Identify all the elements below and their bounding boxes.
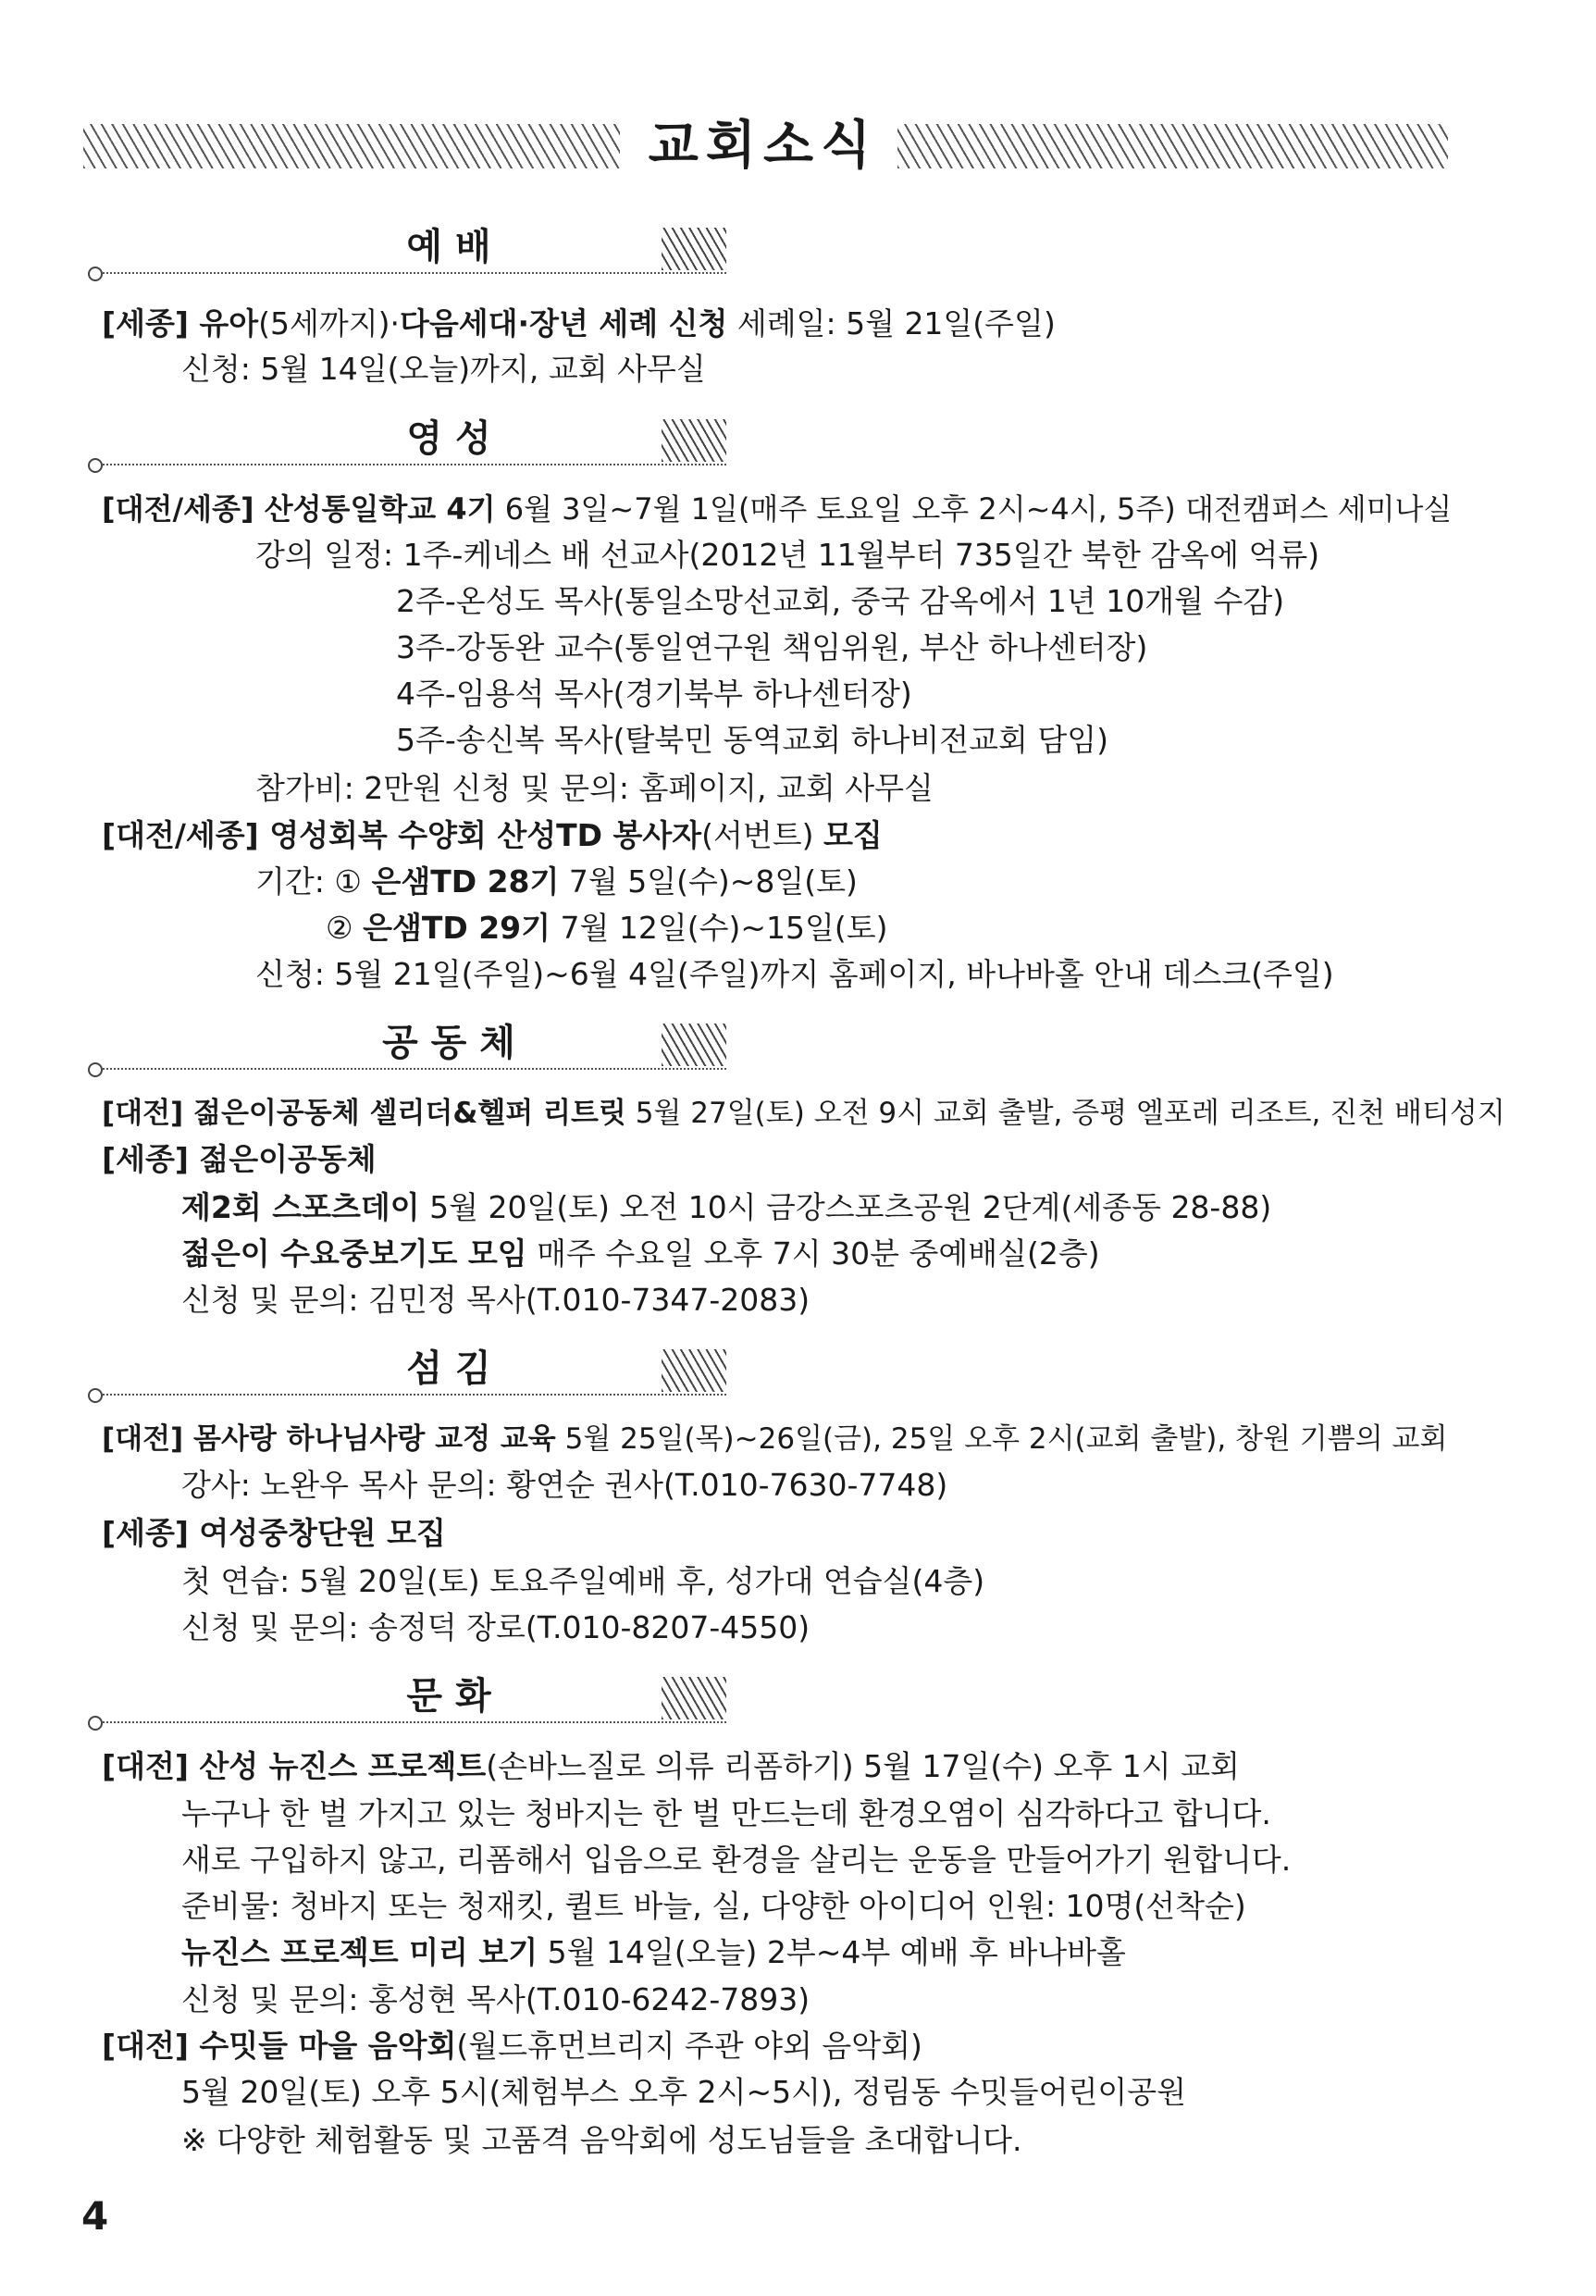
decorative-hatch <box>662 228 726 270</box>
notice-detail: 첫 연습: 5월 20일(토) 토요주일예배 후, 성가대 연습실(4층) <box>181 1563 985 1599</box>
decorative-hatch-right <box>897 124 1448 168</box>
notice-detail: 5주-송신복 목사(탈북민 동역교회 하나비전교회 담임) <box>396 722 1109 758</box>
section-header-service <box>88 1344 726 1409</box>
notice-item: [대전/세종] 산성통일학교 4기 6월 3일~7월 1일(매주 토요일 오후 2시~4시, 5주) 대전캠퍼스 세미나실 <box>102 491 1453 527</box>
notice-detail: 신청: 5월 21일(주일)~6월 4일(주일)까지 홈페이지, 바나바홀 안내 데스크(주일) <box>255 956 1334 992</box>
bullet-circle-icon <box>88 1388 103 1403</box>
section-title: 영 성 <box>406 417 491 460</box>
bullet-circle-icon <box>88 458 103 473</box>
decorative-hatch <box>662 419 726 462</box>
notice-item: [대전] 몸사랑 하나님사랑 교정 교육 5월 25일(목)~26일(금), 25일 오후 2시(교회 출발), 창원 기쁨의 교회 <box>102 1422 1448 1456</box>
section-header-community <box>88 1018 726 1083</box>
section-title: 공 동 체 <box>382 1022 515 1064</box>
decorative-hatch <box>662 1677 726 1719</box>
section-header-spiritual <box>88 414 726 478</box>
bullet-circle-icon <box>88 1062 103 1077</box>
notice-detail: ※ 다양한 체험활동 및 고품격 음악회에 성도님들을 초대합니다. <box>181 2122 1022 2158</box>
page-header <box>83 111 1448 185</box>
page-title: 교회소식 <box>648 116 879 176</box>
notice-detail: 뉴진스 프로젝트 미리 보기 5월 14일(오늘) 2부~4부 예배 후 바나바홀 <box>181 1934 1126 1970</box>
notice-item: [대전] 젊은이공동체 셀리더&헬퍼 리트릿 5월 27일(토) 오전 9시 교회 출발, 증평 엘포레 리조트, 진천 배티성지 <box>102 1097 1505 1130</box>
section-header-worship <box>88 222 726 287</box>
dotted-divider <box>103 1068 726 1070</box>
notice-detail: 2주-온성도 목사(통일소망선교회, 중국 감옥에서 1년 10개월 수감) <box>396 583 1285 619</box>
notice-detail: ② 은샘TD 29기 7월 12일(수)~15일(토) <box>326 910 888 946</box>
notice-item: [대전] 산성 뉴진스 프로젝트(손바느질로 의류 리폼하기) 5월 17일(수) 오후 1시 교회 <box>102 1748 1240 1784</box>
notice-detail: 신청 및 문의: 홍성현 목사(T.010-6242-7893) <box>181 1981 810 2017</box>
dotted-divider <box>103 1721 726 1723</box>
dotted-divider <box>103 464 726 465</box>
page-number: 4 <box>81 2193 109 2239</box>
decorative-hatch <box>662 1349 726 1392</box>
decorative-hatch <box>662 1024 726 1066</box>
notice-detail: 3주-강동완 교수(통일연구원 책임위원, 부산 하나센터장) <box>396 629 1148 665</box>
notice-detail: 참가비: 2만원 신청 및 문의: 홈페이지, 교회 사무실 <box>255 770 934 806</box>
notice-detail: 강사: 노완우 목사 문의: 황연순 권사(T.010-7630-7748) <box>181 1467 948 1503</box>
dotted-divider <box>103 272 726 274</box>
decorative-hatch-left <box>83 124 620 168</box>
notice-item: [세종] 젊은이공동체 <box>102 1141 377 1177</box>
notice-detail: 누구나 한 벌 가지고 있는 청바지는 한 벌 만드는데 환경오염이 심각하다고 합니다. <box>181 1795 1271 1831</box>
notice-detail: 강의 일정: 1주-케네스 배 선교사(2012년 11월부터 735일간 북한 감옥에 억류) <box>255 537 1320 573</box>
notice-detail: 준비물: 청바지 또는 청재킷, 퀼트 바늘, 실, 다양한 아이디어 인원: 10명(선착순) <box>181 1888 1246 1924</box>
bullet-circle-icon <box>88 267 103 281</box>
notice-item: [대전/세종] 영성회복 수양회 산성TD 봉사자(서번트) 모집 <box>102 817 883 853</box>
dotted-divider <box>103 1394 726 1396</box>
notice-detail: 신청: 5월 14일(오늘)까지, 교회 사무실 <box>181 351 706 387</box>
notice-detail: 4주-임용석 목사(경기북부 하나센터장) <box>396 676 912 712</box>
notice-detail: 신청 및 문의: 송정덕 장로(T.010-8207-4550) <box>181 1609 810 1645</box>
section-header-culture <box>88 1671 726 1736</box>
notice-item: [세종] 여성중창단원 모집 <box>102 1515 446 1551</box>
notice-item: [대전] 수밋들 마을 음악회(월드휴먼브리지 주관 야외 음악회) <box>102 2028 922 2064</box>
section-title: 문 화 <box>406 1675 491 1718</box>
bullet-circle-icon <box>88 1716 103 1731</box>
notice-detail: 새로 구입하지 않고, 리폼해서 입음으로 환경을 살리는 운동을 만들어가기 원합니다. <box>181 1842 1292 1878</box>
notice-detail: 제2회 스포츠데이 5월 20일(토) 오전 10시 금강스포츠공원 2단계(세종동 28-88) <box>181 1189 1272 1225</box>
notice-detail: 젊은이 수요중보기도 모임 매주 수요일 오후 7시 30분 중예배실(2층) <box>181 1235 1100 1272</box>
section-title: 섬 김 <box>406 1347 491 1390</box>
notice-detail: 5월 20일(토) 오후 5시(체험부스 오후 2시~5시), 정림동 수밋들어린이공원 <box>181 2074 1186 2110</box>
notice-item: [세종] 유아(5세까지)·다음세대·장년 세례 신청 세례일: 5월 21일(주일) <box>102 305 1056 341</box>
notice-detail: 신청 및 문의: 김민정 목사(T.010-7347-2083) <box>181 1282 810 1318</box>
section-title: 예 배 <box>406 226 491 268</box>
notice-detail: 기간: ① 은샘TD 28기 7월 5일(수)~8일(토) <box>255 863 858 900</box>
